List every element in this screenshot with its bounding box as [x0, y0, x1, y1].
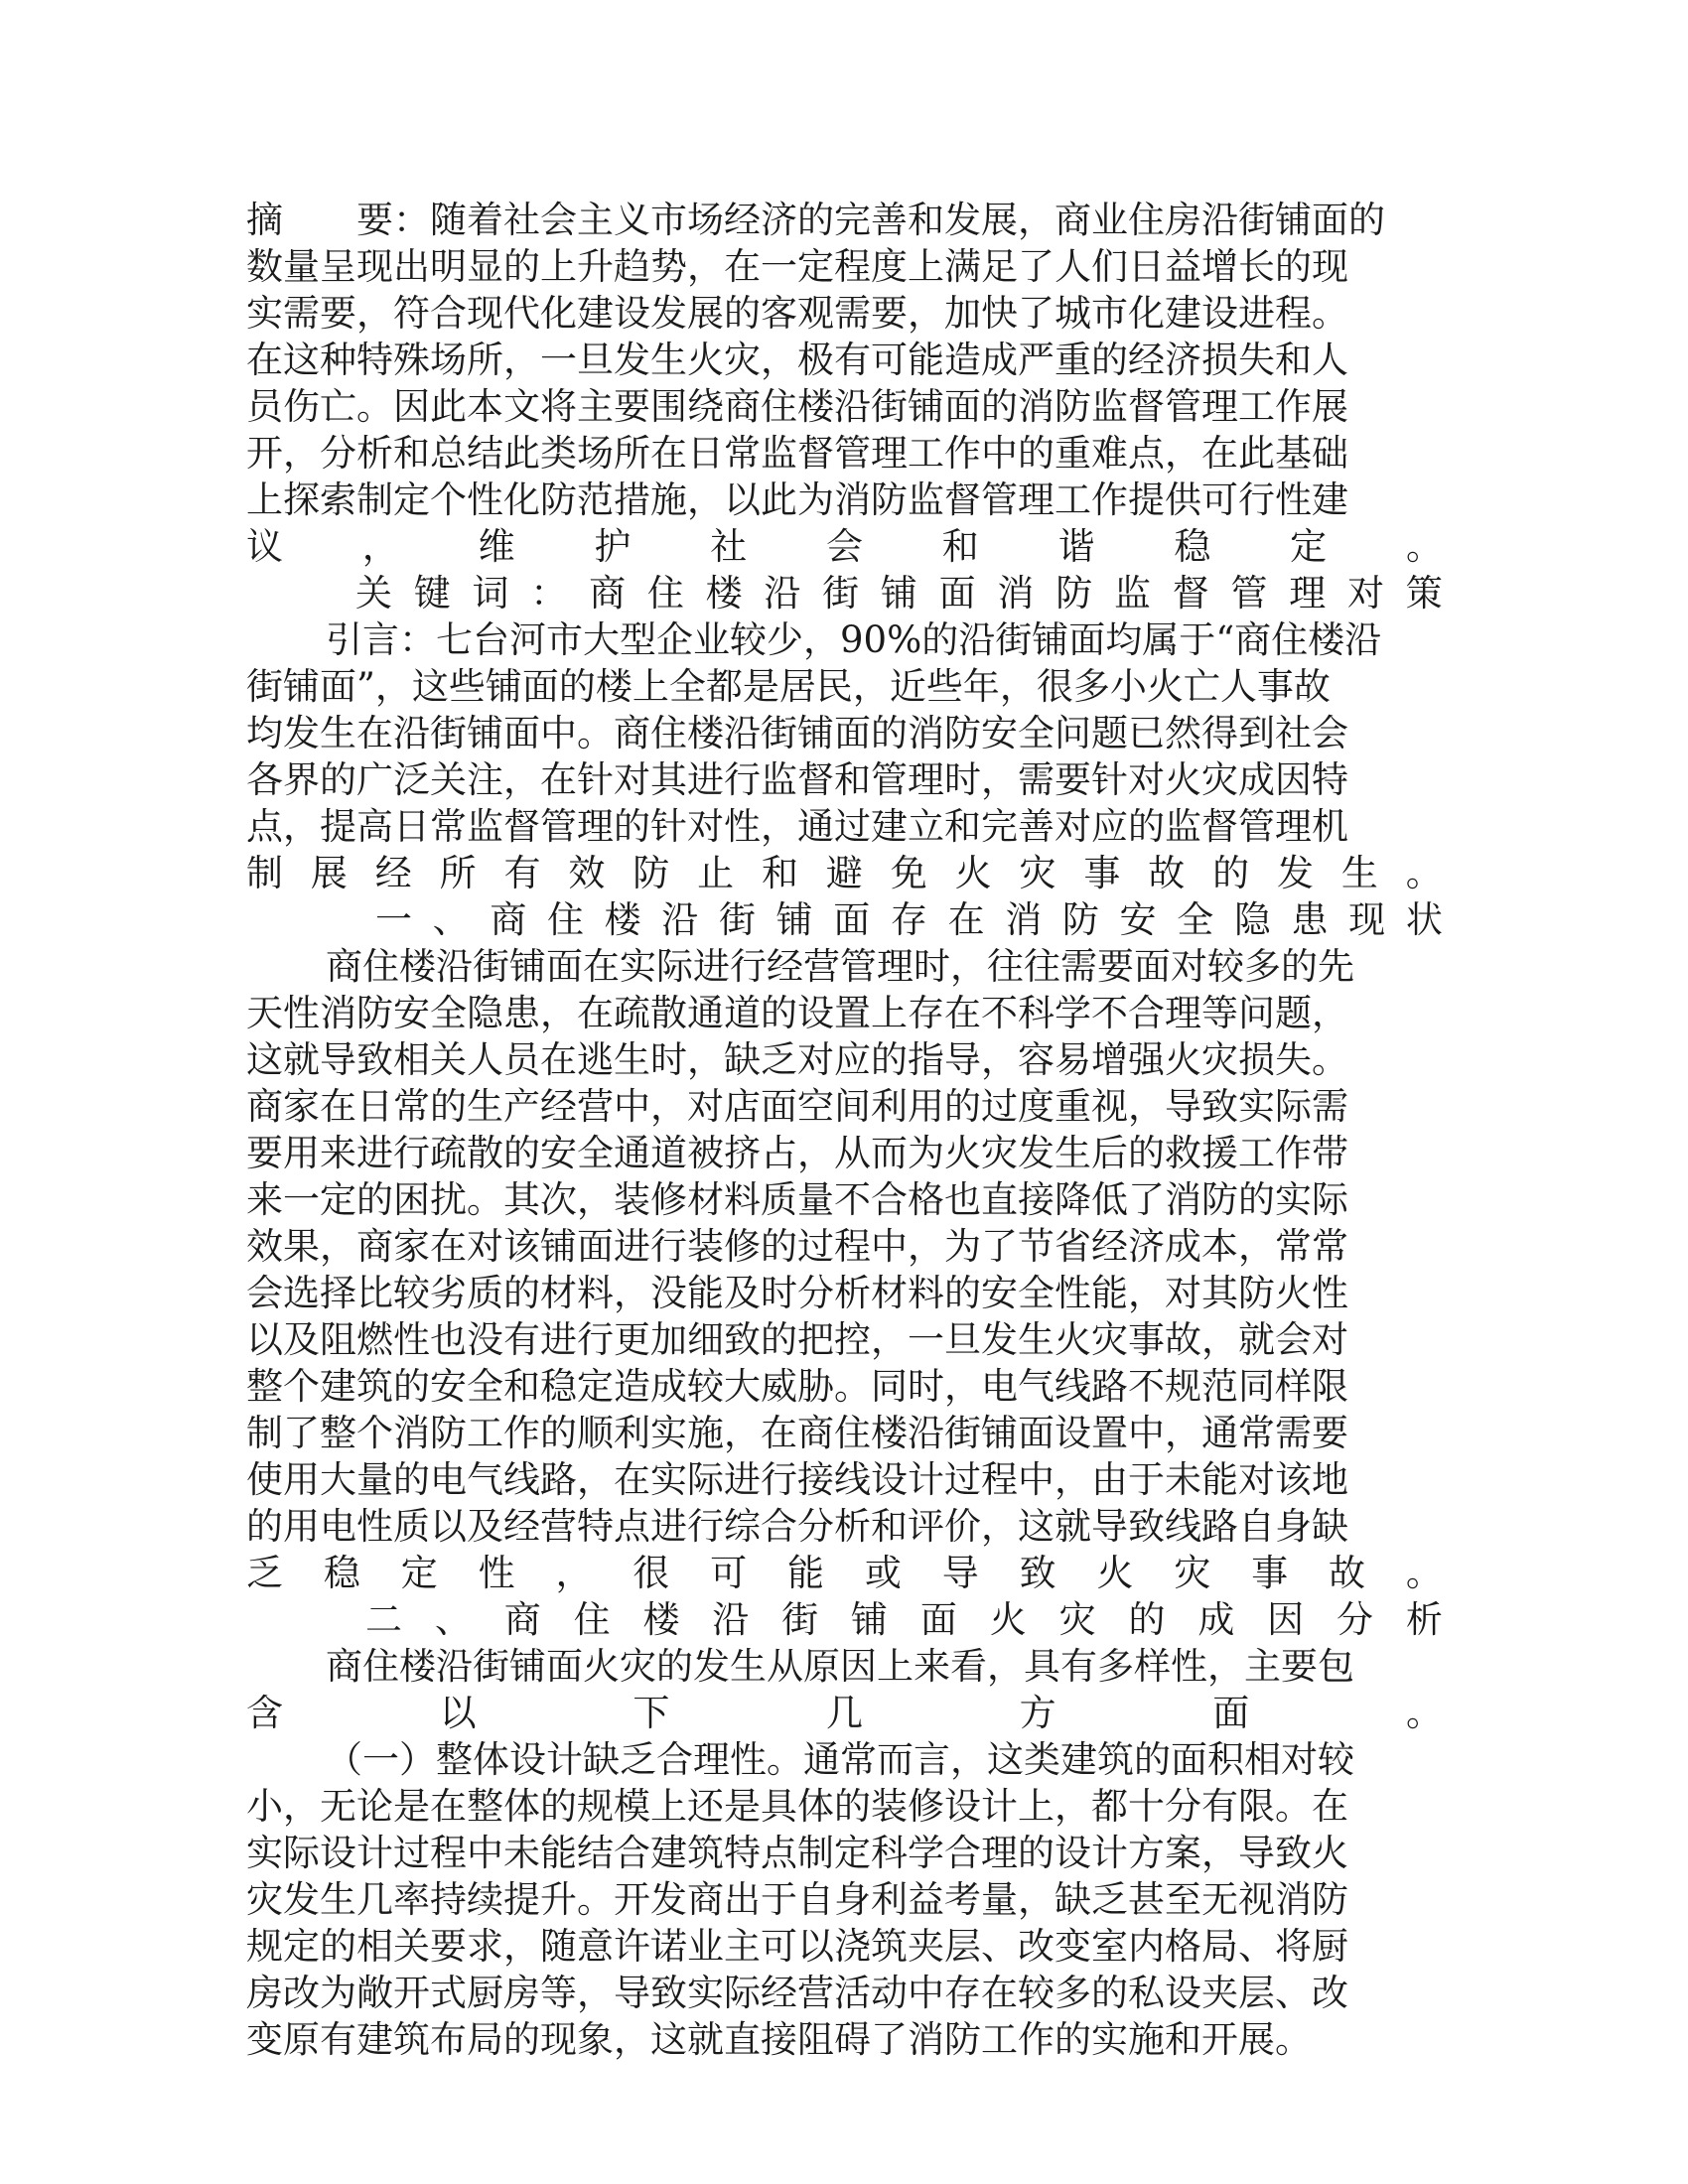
text-glyph: 致 [1019, 1552, 1056, 1594]
text-glyph: 楼 [705, 572, 743, 614]
text-line: 实际设计过程中未能结合建筑特点制定科学合理的设计方案，导致火 [246, 1832, 1348, 1874]
text-glyph: 消 [1005, 898, 1043, 941]
text-glyph: 灾 [1174, 1552, 1211, 1594]
section-heading-2 [246, 1596, 1443, 1643]
text-glyph: 住 [646, 572, 684, 614]
text-glyph: 下 [633, 1692, 670, 1734]
text-glyph: 。 [1405, 1692, 1443, 1734]
document-page [246, 197, 1443, 2063]
text-glyph: 火 [989, 1598, 1027, 1641]
text-glyph: ： [530, 572, 568, 614]
text-glyph: 很 [633, 1552, 670, 1594]
text-line: 效果，商家在对该铺面进行装修的过程中，为了节省经济成本，常常 [246, 1225, 1348, 1268]
text-glyph: 和 [941, 525, 979, 568]
text-line: 要用来进行疏散的安全通道被挤占，从而为火灾发生后的救援工作带 [246, 1132, 1348, 1174]
text-glyph: 故 [1148, 852, 1186, 894]
text-glyph: ， [555, 1552, 593, 1594]
text-glyph: 安 [1119, 898, 1157, 941]
text-glyph: 患 [1291, 898, 1329, 941]
text-glyph: 谐 [1057, 525, 1095, 568]
text-line: 商家在日常的生产经营中，对店面空间利用的过度重视，导致实际需 [246, 1085, 1348, 1128]
text-glyph: 效 [568, 852, 606, 894]
section-2-intro-line: 商住楼沿街铺面火灾的发生从原因上来看，具有多样性，主要包 [326, 1645, 1354, 1688]
text-glyph: 沿 [712, 1598, 750, 1641]
abstract [246, 197, 1443, 523]
text-glyph: 的 [1212, 852, 1250, 894]
text-glyph: 免 [890, 852, 927, 894]
text-line: 数量呈现出明显的上升趋势，在一定程度上满足了人们日益增长的现 [246, 245, 1348, 288]
text-glyph: 街 [822, 572, 860, 614]
text-glyph: 沿 [661, 898, 699, 941]
text-glyph: 键 [413, 572, 451, 614]
text-glyph: 消 [997, 572, 1035, 614]
text-glyph: 策 [1405, 572, 1443, 614]
text-glyph: 状 [1405, 898, 1443, 941]
text-glyph: 、 [432, 898, 470, 941]
text-glyph: 所 [439, 852, 477, 894]
text-line: （一）整体设计缺乏合理性。通常而言，这类建筑的面积相对较 [326, 1738, 1354, 1781]
text-glyph: 商 [589, 572, 627, 614]
text-glyph: 监 [1113, 572, 1151, 614]
text-glyph: ， [361, 525, 399, 568]
section-1-last-line [246, 1550, 1443, 1596]
text-line: 灾发生几率持续提升。开发商出于自身利益考量，缺乏甚至无视消防 [246, 1878, 1348, 1921]
text-glyph: 防 [1055, 572, 1093, 614]
text-glyph: 现 [1348, 898, 1386, 941]
text-glyph: 稳 [323, 1552, 360, 1594]
text-glyph: 生 [1340, 852, 1378, 894]
text-line: 来一定的困扰。其次，装修材料质量不合格也直接降低了消防的实际 [246, 1178, 1348, 1221]
text-line: 点，提高日常监督管理的针对性，通过建立和完善对应的监督管理机 [246, 805, 1348, 848]
text-line: 的用电性质以及经营特点进行综合分析和评价，这就导致线路自身缺 [246, 1505, 1348, 1548]
text-glyph: 灾 [1058, 1598, 1096, 1641]
text-glyph: 或 [864, 1552, 902, 1594]
text-glyph: 维 [478, 525, 515, 568]
introduction [246, 616, 1443, 850]
text-glyph: 议 [246, 525, 283, 568]
text-line: 实需要，符合现代化建设发展的客观需要，加快了城市化建设进程。 [246, 292, 1348, 335]
abstract-last-line [246, 523, 1443, 570]
text-glyph: 火 [1096, 1552, 1134, 1594]
text-glyph: 街 [781, 1598, 819, 1641]
text-glyph: 住 [573, 1598, 611, 1641]
text-glyph: 一 [375, 898, 412, 941]
text-glyph: 发 [1277, 852, 1314, 894]
text-glyph: 楼 [642, 1598, 680, 1641]
text-glyph: 楼 [604, 898, 641, 941]
keywords-line [246, 570, 1443, 616]
section-1-body [246, 943, 1443, 1550]
text-glyph: 乏 [246, 1552, 283, 1594]
text-glyph: 导 [941, 1552, 979, 1594]
text-glyph: 防 [633, 852, 670, 894]
text-glyph: 。 [1405, 852, 1443, 894]
text-glyph: 二 [365, 1598, 402, 1641]
text-glyph: 展 [310, 852, 348, 894]
text-glyph: 铺 [775, 898, 813, 941]
text-glyph: 管 [1230, 572, 1268, 614]
text-line: 街铺面”，这些铺面的楼上全都是居民，近些年，很多小火亡人事故 [246, 665, 1331, 708]
text-glyph: 会 [825, 525, 863, 568]
text-line: 以及阻燃性也没有进行更加细致的把控，一旦发生火灾事故，就会对 [246, 1318, 1348, 1361]
text-glyph: 和 [762, 852, 798, 894]
text-glyph: 灾 [1019, 852, 1056, 894]
text-glyph: 商 [503, 1598, 541, 1641]
text-glyph: 全 [1177, 898, 1214, 941]
text-glyph: 词 [472, 572, 509, 614]
text-glyph: 防 [1061, 898, 1099, 941]
text-glyph: 护 [594, 525, 632, 568]
text-glyph: 面 [833, 898, 871, 941]
text-glyph: 关 [355, 572, 392, 614]
text-glyph: 有 [503, 852, 541, 894]
text-glyph: 隐 [1233, 898, 1271, 941]
text-line: 各界的广泛关注，在针对其进行监督和管理时，需要针对火灾成因特 [246, 758, 1348, 801]
text-glyph: 面 [1212, 1692, 1250, 1734]
text-glyph: 面 [919, 1598, 957, 1641]
text-glyph: 几 [825, 1692, 863, 1734]
text-glyph: 对 [1347, 572, 1385, 614]
text-glyph: 事 [1251, 1552, 1289, 1594]
text-glyph: 、 [434, 1598, 472, 1641]
text-glyph: 以 [439, 1692, 477, 1734]
text-glyph: 在 [947, 898, 985, 941]
text-line: 制了整个消防工作的顺利实施，在商住楼沿街铺面设置中，通常需要 [246, 1412, 1348, 1454]
text-glyph: 商 [490, 898, 527, 941]
text-glyph: 因 [1267, 1598, 1305, 1641]
text-glyph: 的 [1128, 1598, 1166, 1641]
text-line: 员伤亡。因此本文将主要围绕商住楼沿街铺面的消防监督管理工作展 [246, 385, 1348, 428]
text-glyph: 火 [954, 852, 992, 894]
text-glyph: 故 [1329, 1552, 1366, 1594]
text-glyph: 经 [374, 852, 412, 894]
text-glyph: 定 [1290, 525, 1328, 568]
text-glyph: 制 [246, 852, 283, 894]
text-glyph: 铺 [851, 1598, 889, 1641]
text-line: 会选择比较劣质的材料，没能及时分析材料的安全性能，对其防火性 [246, 1272, 1348, 1314]
text-line: 开，分析和总结此类场所在日常监督管理工作中的重难点，在此基础 [246, 432, 1348, 475]
text-line: 房改为敞开式厨房等，导致实际经营活动中存在较多的私设夹层、改 [246, 1972, 1348, 2014]
text-glyph: 避 [825, 852, 863, 894]
text-line: 整个建筑的安全和稳定造成较大威胁。同时，电气线路不规范同样限 [246, 1365, 1348, 1408]
text-glyph: 存 [890, 898, 927, 941]
text-glyph: 性 [478, 1552, 515, 1594]
text-line: 均发生在沿街铺面中。商住楼沿街铺面的消防安全问题已然得到社会 [246, 712, 1348, 754]
text-line: 引言：七台河市大型企业较少，90%的沿街铺面均属于“商住楼沿 [326, 618, 1382, 661]
text-glyph: 督 [1172, 572, 1209, 614]
text-line: 小，无论是在整体的规模上还是具体的装修设计上，都十分有限。在 [246, 1785, 1348, 1828]
text-line: 商住楼沿街铺面在实际进行经营管理时，往往需要面对较多的先 [326, 945, 1354, 988]
text-line: 天性消防安全隐患，在疏散通道的设置上存在不科学不合理等问题， [246, 992, 1348, 1034]
text-glyph: 。 [1405, 525, 1443, 568]
section-heading-1 [246, 896, 1443, 943]
text-line: 在这种特殊场所，一旦发生火灾，极有可能造成严重的经济损失和人 [246, 339, 1348, 381]
text-glyph: 沿 [764, 572, 801, 614]
text-glyph: 方 [1019, 1692, 1056, 1734]
text-glyph: 街 [718, 898, 756, 941]
text-glyph: 析 [1405, 1598, 1443, 1641]
intro-last-line [246, 850, 1443, 896]
text-glyph: 事 [1083, 852, 1121, 894]
text-glyph: 铺 [880, 572, 917, 614]
section-2-last-line [246, 1690, 1443, 1736]
text-glyph: 含 [246, 1692, 283, 1734]
subsection-1-body [246, 1736, 1443, 2063]
text-glyph: 理 [1289, 572, 1327, 614]
text-line: 摘 要：随着社会主义市场经济的完善和发展，商业住房沿街铺面的 [246, 199, 1385, 241]
text-line: 使用大量的电气线路，在实际进行接线设计过程中，由于未能对该地 [246, 1458, 1348, 1501]
text-glyph: 定 [400, 1552, 438, 1594]
text-glyph: 成 [1197, 1598, 1235, 1641]
text-glyph: 稳 [1174, 525, 1211, 568]
text-glyph: 住 [546, 898, 584, 941]
text-glyph: 分 [1336, 1598, 1374, 1641]
text-glyph: 社 [710, 525, 748, 568]
text-glyph: 。 [1405, 1552, 1443, 1594]
text-line: 上探索制定个性化防范措施，以此为消防监督管理工作提供可行性建 [246, 478, 1348, 521]
text-line: 变原有建筑布局的现象，这就直接阻碍了消防工作的实施和开展。 [246, 2018, 1312, 2061]
text-glyph: 可 [710, 1552, 748, 1594]
text-line: 这就导致相关人员在逃生时，缺乏对应的指导，容易增强火灾损失。 [246, 1038, 1348, 1081]
text-line: 规定的相关要求，随意许诺业主可以浇筑夹层、改变室内格局、将厨 [246, 1925, 1348, 1968]
text-glyph: 止 [697, 852, 735, 894]
text-glyph: 面 [938, 572, 976, 614]
text-glyph: 能 [787, 1552, 825, 1594]
